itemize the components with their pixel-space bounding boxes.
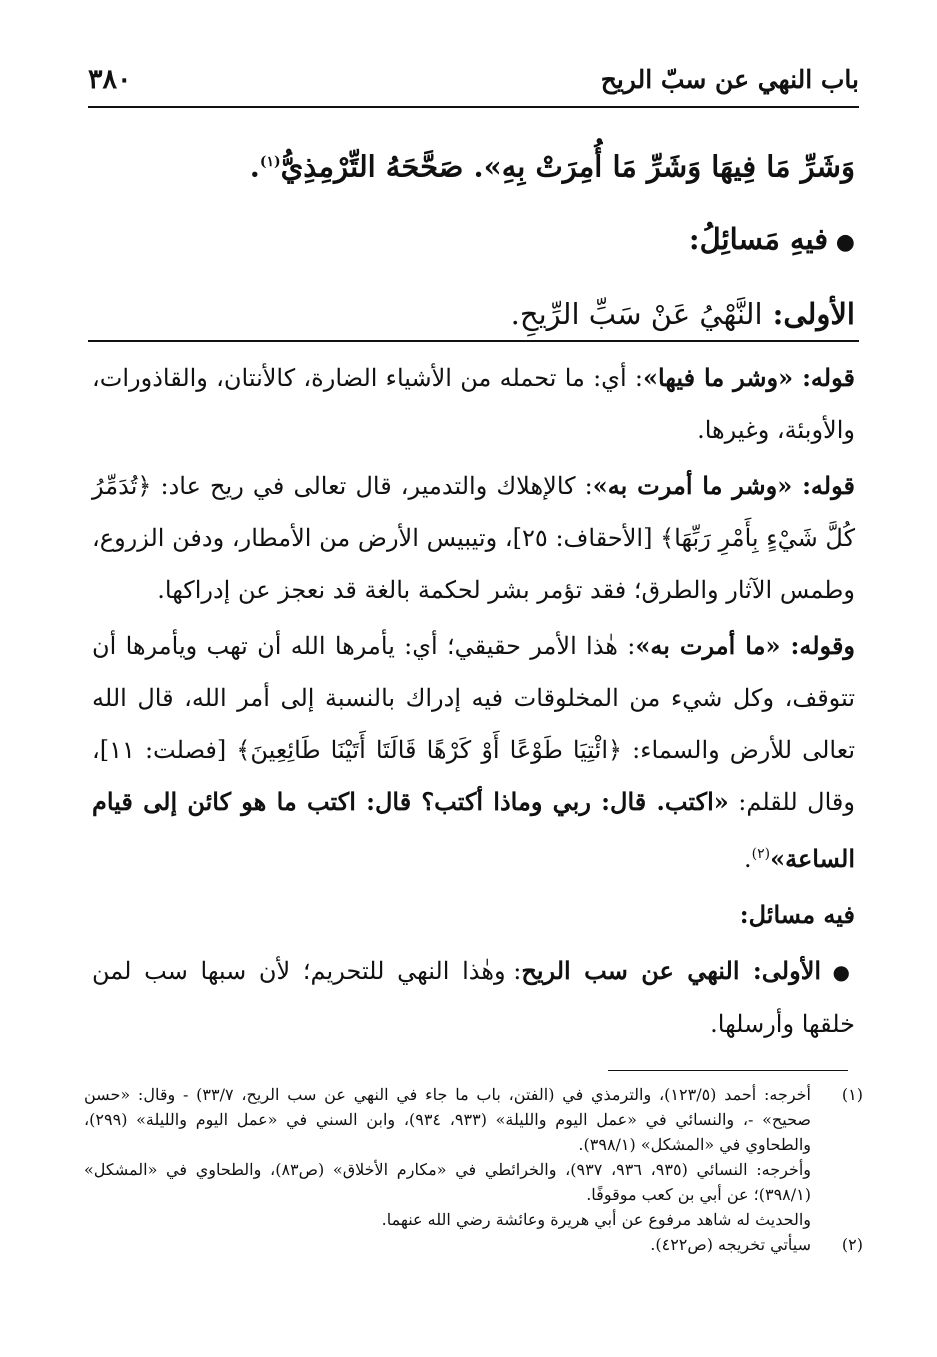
matn-line-1-end: . (249, 149, 260, 184)
commentary-paragraph-2 (92, 460, 855, 616)
footnote-1-line-3: والحديث له شاهد مرفوع عن أبي هريرة وعائشة رضي الله عنهما. (381, 1210, 811, 1229)
footnote-ref-2[interactable]: (٢) (751, 846, 771, 862)
p3-bold-end: «اكتب. قال: ربي وماذا أكتب؟ قال: اكتب ما هو كائن إلى قيام الساعة» (92, 787, 855, 873)
chapter-title: باب النهي عن سبّ الريح (600, 64, 859, 94)
matn-line-3 (92, 278, 855, 350)
footnote-1-line-1: أخرجه: أحمد (١٢٣/٥)، والترمذي في (الفتن، باب ما جاء في النهي عن سب الريح، ٣٣/٧) - وقال: «حسن صحيح» -، والنسائي في «عمل اليوم والليلة» (٩٣٣، ٩٣٤)، وابن السني في «عمل اليوم والليلة» (٢٩٩)، والطحاوي في «المشكل» (٣٩٨/١). (84, 1085, 812, 1154)
matn-line-1-text: وَشَرِّ مَا فِيهَا وَشَرِّ مَا أُمِرَتْ بِهِ». صَحَّحَهُ التِّرْمِذِيُّ (280, 149, 855, 184)
commentary (92, 352, 855, 1054)
p3-label: وقوله: «ما أمرت به» (635, 631, 856, 660)
p5-label: الأولى: النهي عن سب الريح (521, 956, 822, 985)
main-divider (88, 340, 859, 342)
p2-text: : كالإهلاك والتدمير، قال تعالى في ريح عاد: ﴿تُدَمِّرُ كُلَّ شَيْءٍ بِأَمْرِ رَبِّهَا﴾ [الأحقاف: ٢٥]، وتيبيس الأرض من الأمطار، ودفن الزروع، وطمس الآثار والطرق؛ فقد تؤمر بشر لحكمة بالغة قد نعجز عن إدراكها. (92, 472, 855, 604)
p2-label: قوله: «وشر ما أمرت به» (592, 471, 855, 500)
footnote-1 (84, 1082, 863, 1232)
p5-text: : وهٰذا النهي للتحريم؛ لأن سبها سب لمن خلقها وأرسلها. (92, 957, 855, 1038)
footnote-2 (84, 1232, 863, 1257)
footnote-2-number: (٢) (841, 1235, 863, 1254)
matn-line-3-label: الأولى: (772, 296, 855, 331)
p1-label: قوله: «وشر ما فيها» (642, 363, 855, 392)
footnote-2-text: سيأتي تخريجه (ص٤٢٢). (650, 1235, 811, 1254)
p3-text: : هٰذا الأمر حقيقي؛ أي: يأمرها الله أن تهب ويأمرها أن تتوقف، وكل شيء من المخلوقات فيه إدراك بالنسبة إلى أمر الله، قال الله تعالى للأرض والسماء: ﴿ائْتِيَا طَوْعًا أَوْ كَرْهًا قَالَتَا أَتَيْنَا طَائِعِينَ﴾ [فصلت: ١١]، وقال للقلم: (92, 632, 855, 816)
footnote-1-line-2: وأخرجه: النسائي (٩٣٥، ٩٣٦، ٩٣٧)، والخرائطي في «مكارم الأخلاق» (ص٨٣)، والطحاوي في «المشكل» (٣٩٨/١)؛ عن أبي بن كعب موقوفًا. (84, 1160, 812, 1204)
matn-line-3-text: النَّهْيُ عَنْ سَبِّ الرِّيحِ. (510, 296, 763, 331)
footnotes (84, 1082, 863, 1257)
main-text (92, 126, 855, 350)
footnote-1-number: (١) (841, 1085, 863, 1104)
matn-masail-heading: ● فيهِ مَسائِلُ: (92, 203, 855, 278)
commentary-paragraph-5 (92, 945, 855, 1050)
page-header (88, 52, 859, 108)
p1-text: : أي: ما تحمله من الأشياء الضارة، كالأنتان، والقاذورات، والأوبئة، وغيرها. (92, 364, 855, 444)
footnote-divider (608, 1070, 848, 1071)
page-number: ٣٨٠ (88, 63, 132, 95)
footnote-ref-1[interactable]: (١) (259, 154, 281, 170)
p3-end: . (744, 845, 752, 873)
commentary-paragraph-3 (92, 620, 855, 885)
commentary-paragraph-1 (92, 352, 855, 456)
footnote-1-text (84, 1082, 811, 1232)
matn-line-1 (92, 126, 855, 203)
commentary-masail-heading: فيه مسائل: (739, 900, 855, 929)
